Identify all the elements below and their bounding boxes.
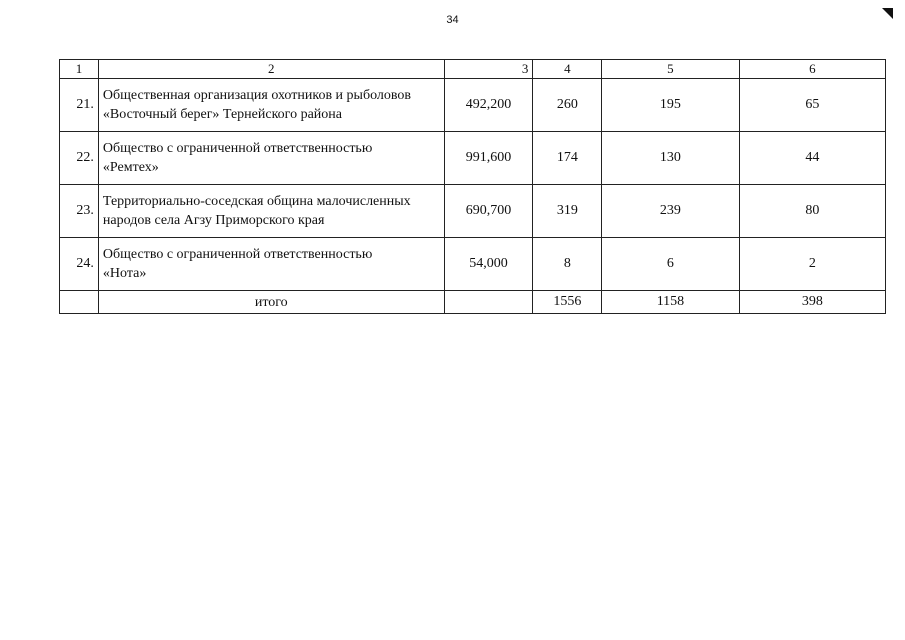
header-cell-6: 6: [739, 60, 885, 79]
cell-col6: 2: [739, 238, 885, 291]
table-row: [60, 185, 886, 238]
header-cell-3: 3: [444, 60, 533, 79]
total-col4: 1556: [533, 291, 602, 314]
table-header-row: [60, 60, 886, 79]
total-row: [60, 291, 886, 314]
row-number: 23.: [60, 185, 99, 238]
organization-name-line: Территориально-соседская община малочисленных: [102, 194, 411, 209]
cell-col3: 492,200: [444, 79, 533, 132]
cell-col5: 6: [602, 238, 739, 291]
table-row: [60, 79, 886, 132]
cell-col3: 690,700: [444, 185, 533, 238]
organization-name-line: «Нота»: [102, 266, 147, 281]
total-empty-cell: [60, 291, 99, 314]
cell-col4: 174: [533, 132, 602, 185]
total-col3: [444, 291, 533, 314]
total-col5: 1158: [602, 291, 739, 314]
table-row: [60, 238, 886, 291]
cell-col4: 8: [533, 238, 602, 291]
table-row: [60, 132, 886, 185]
cell-col5: 130: [602, 132, 739, 185]
cell-col6: 44: [739, 132, 885, 185]
row-number: 21.: [60, 79, 99, 132]
organization-name: [98, 185, 444, 238]
organization-name-line: народов села Агзу Приморского края: [102, 213, 325, 228]
page-number: 34: [446, 14, 459, 26]
organization-name-line: Общество с ограниченной ответственностью: [102, 141, 373, 156]
total-label: итого: [98, 291, 444, 314]
cell-col6: 80: [739, 185, 885, 238]
corner-arrow-icon: [882, 8, 893, 19]
header-cell-4: 4: [533, 60, 602, 79]
organization-name: [98, 238, 444, 291]
cell-col5: 239: [602, 185, 739, 238]
row-number: 22.: [60, 132, 99, 185]
header-cell-5: 5: [602, 60, 739, 79]
organization-name: [98, 79, 444, 132]
cell-col6: 65: [739, 79, 885, 132]
organization-name-line: «Восточный берег» Тернейского района: [102, 107, 342, 122]
cell-col4: 260: [533, 79, 602, 132]
cell-col5: 195: [602, 79, 739, 132]
total-col6: 398: [739, 291, 885, 314]
header-cell-2: 2: [98, 60, 444, 79]
cell-col4: 319: [533, 185, 602, 238]
organization-name-line: Общественная организация охотников и рыболовов: [102, 88, 412, 103]
cell-col3: 991,600: [444, 132, 533, 185]
data-table: [59, 59, 886, 314]
organization-name: [98, 132, 444, 185]
organization-name-line: «Ремтех»: [102, 160, 159, 175]
organization-name-line: Общество с ограниченной ответственностью: [102, 247, 373, 262]
header-cell-1: 1: [60, 60, 99, 79]
row-number: 24.: [60, 238, 99, 291]
cell-col3: 54,000: [444, 238, 533, 291]
